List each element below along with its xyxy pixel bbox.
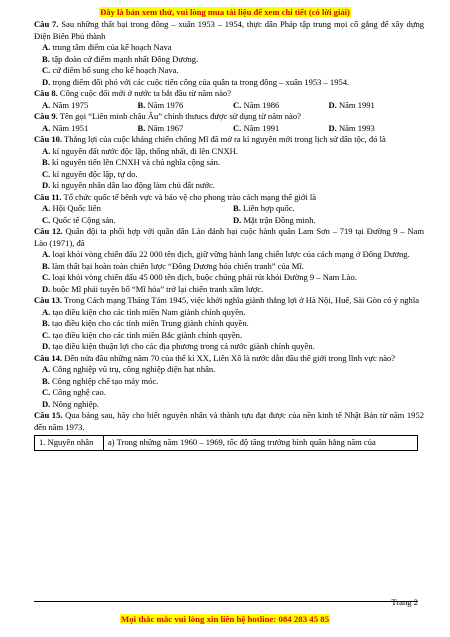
question-15	[34, 410, 424, 433]
option-text: kỉ nguyên đất nước độc lập, thống nhất, đi lên CNXH.	[52, 145, 238, 156]
option-text: Nông nghiệp.	[52, 398, 99, 409]
option-key: D.	[328, 99, 337, 110]
option-key: A.	[42, 145, 51, 156]
table-row	[35, 436, 418, 451]
option-key: C.	[42, 329, 51, 340]
option-text: trung tâm điểm của kế hoạch Nava	[52, 42, 172, 52]
option-text: buộc Mĩ phải tuyên bố “Mĩ hóa” trở lại chiến tranh xâm lược.	[52, 283, 264, 294]
option-text: loại khỏi vòng chiến đấu 22 000 tên địch, giữ vững hành lang chiến lược của cách mạng ở Đông Dương.	[52, 249, 410, 259]
option-text: loại khỏi vòng chiến đấu 45 000 tên địch, buộc chúng phải rút khỏi Đường 9 – Nam Lào.	[52, 272, 357, 282]
option-row	[42, 203, 424, 215]
question-text: Công cuộc đổi mới ở nước ta bắt đầu từ năm nào?	[59, 88, 232, 98]
option-text: tạo điều kiện cho các tỉnh miền Bắc giành chính quyền.	[52, 329, 243, 340]
option-text: cứ điểm bổ sung cho kế hoạch Nava.	[52, 65, 179, 75]
option-key: D.	[328, 122, 337, 133]
table-cell-cause: 1. Nguyên nhân	[35, 436, 104, 451]
option	[42, 272, 424, 284]
question-text: Đến nửa đầu những năm 70 của thế kỉ XX, Liên Xô là nước dẫn đầu thế giới trong lĩnh vực nào?	[64, 352, 396, 363]
option-key: D.	[233, 214, 242, 225]
option-text: Hội Quốc liên	[52, 203, 101, 213]
option	[233, 123, 329, 135]
option	[42, 307, 424, 319]
option	[42, 364, 424, 376]
question-14	[34, 353, 424, 365]
option-key: A.	[42, 203, 51, 213]
option-key: D.	[42, 341, 51, 351]
option-key: A.	[42, 99, 51, 110]
question-12	[34, 226, 424, 249]
option-key: C.	[233, 122, 242, 133]
option-text: trọng điểm đối phó với các cuộc tiến công của quân ta trong đông – xuân 1953 – 1954.	[52, 76, 350, 87]
option-key: B.	[42, 260, 50, 271]
question-number: Câu 9.	[34, 111, 58, 121]
option	[42, 318, 424, 330]
option-text: kỉ nguyên nhân dân lao động làm chủ đất nước.	[52, 180, 215, 190]
question-9	[34, 111, 424, 123]
option-key: A.	[42, 42, 51, 52]
question-11	[34, 192, 424, 204]
question-text: Tổ chức quốc tế bênh vực và bảo vệ cho phong trào cách mạng thế giới là	[63, 191, 317, 202]
option	[329, 123, 425, 135]
option-key: D.	[42, 180, 51, 190]
option-key: B.	[137, 99, 146, 110]
option	[42, 157, 424, 169]
option-text: tạo điều kiện thuận lợi cho các địa phương trong cả nước giành chính quyền.	[52, 341, 315, 351]
option-key: B.	[42, 375, 50, 386]
question-13	[34, 295, 424, 307]
option	[42, 146, 424, 158]
option-text: Năm 1986	[243, 99, 280, 110]
question-number: Câu 14.	[34, 352, 63, 363]
option-text: Mặt trận Đồng minh.	[243, 214, 316, 225]
question-number: Câu 10.	[34, 134, 63, 144]
option-text: Công nghệ cao.	[52, 387, 106, 397]
option-text: Năm 1991	[338, 99, 375, 110]
option-key: A.	[42, 249, 51, 259]
option	[42, 123, 138, 135]
question-8	[34, 88, 424, 100]
option-key: B.	[233, 203, 241, 213]
option	[42, 341, 424, 353]
question-7	[34, 19, 424, 42]
option-text: tập đoàn cứ điểm mạnh nhất Đông Dương.	[51, 53, 199, 64]
option	[42, 180, 424, 192]
option	[42, 330, 424, 342]
option	[233, 215, 424, 227]
option	[42, 399, 424, 411]
option-key: C.	[42, 168, 51, 179]
question-text: Trong Cách mạng Tháng Tám 1945, việc khởi nghĩa giành thắng lợi ở Hà Nội, Huế, Sài Gòn có ý nghĩa	[64, 295, 420, 305]
question-list	[34, 19, 424, 451]
option-row	[42, 215, 424, 227]
footer-divider	[34, 601, 418, 602]
question-number: Câu 11.	[34, 191, 62, 202]
option-text: Năm 1975	[52, 99, 89, 110]
option-key: D.	[42, 398, 51, 409]
hotline-footer-text: Mọi thắc mắc vui lòng xin liên hệ hotline: 084 283 45 85	[120, 614, 330, 624]
question-text: Tên gọi “Liên minh châu Âu” chính thưucs được sử dụng từ năm nào?	[59, 111, 301, 121]
preview-banner	[0, 7, 450, 17]
option-key: B.	[137, 122, 146, 133]
option-text: Năm 1951	[52, 122, 89, 133]
option-key: B.	[42, 318, 50, 328]
option-key: B.	[42, 157, 50, 167]
option	[42, 42, 424, 54]
question-number: Câu 7.	[34, 19, 59, 29]
question-number: Câu 8.	[34, 88, 58, 98]
option	[42, 54, 424, 66]
option-text: Công nghiệp chế tạo máy móc.	[51, 375, 159, 386]
option-key: A.	[42, 122, 51, 133]
option-text: Năm 1976	[147, 99, 184, 110]
page-number: Trang 2	[391, 597, 418, 607]
preview-banner-text: Đây là bản xem thử, vui lòng mua tài liệu để xem chi tiết (có lời giải)	[100, 7, 350, 17]
option-text: tạo điều kiện cho các tỉnh miền Trung giành chính quyền.	[51, 318, 249, 328]
option-key: C.	[42, 65, 51, 75]
question-text: Sau những thất bại trong đông – xuân 1953 – 1954, thực dân Pháp tập trung mọi cố gắng để xây dựng Điện Biên Phủ thành	[34, 19, 425, 41]
option-text: Năm 1993	[338, 122, 375, 133]
option	[42, 261, 424, 273]
option-text: kỉ nguyên tiến lên CNXH và chủ nghĩa cộng sản.	[51, 157, 221, 167]
option-text: Công nghiệp vũ trụ, công nghiệp điện hạt nhân.	[52, 364, 216, 374]
option-row	[42, 100, 424, 112]
comparison-table	[34, 435, 418, 451]
option	[42, 77, 424, 89]
option	[138, 100, 234, 112]
option	[42, 215, 233, 227]
option-text: tạo điều kiện cho các tỉnh miền Nam giành chính quyền.	[52, 306, 246, 317]
option	[42, 100, 138, 112]
option-key: C.	[42, 272, 51, 282]
option	[42, 65, 424, 77]
option	[233, 100, 329, 112]
option-key: C.	[233, 99, 242, 110]
option	[42, 203, 233, 215]
option	[42, 249, 424, 261]
option-key: C.	[42, 387, 51, 397]
option-key: A.	[42, 364, 51, 374]
option	[42, 169, 424, 181]
option-text: làm thất bại hoàn toàn chiến lược “Đông Dương hóa chiến tranh” của Mĩ.	[51, 260, 304, 271]
table-cell-achievement: a) Trong những năm 1960 – 1969, tốc độ tăng trưởng bình quân hằng năm của	[104, 436, 418, 451]
question-number: Câu 12.	[34, 226, 63, 236]
question-number: Câu 15.	[34, 410, 63, 420]
option-text: Năm 1991	[243, 122, 280, 133]
option-row	[42, 123, 424, 135]
question-10	[34, 134, 424, 146]
option	[42, 284, 424, 296]
option	[42, 376, 424, 388]
question-text: Thắng lợi của cuộc kháng chiến chống Mĩ đã mở ra kỉ nguyên mới trong lịch sử dân tộc, đó là	[64, 134, 386, 144]
option-key: D.	[42, 76, 51, 87]
option-text: Liên hợp quốc.	[242, 203, 295, 213]
option-text: Quốc tế Cộng sản.	[52, 214, 116, 225]
option	[138, 123, 234, 135]
question-text: Qua bảng sau, hãy cho biết nguyên nhân và thành tựu đạt được của nền kinh tế Nhật Bản từ năm 1952 đến năm 1973.	[34, 410, 424, 432]
option-text: Năm 1967	[147, 122, 184, 133]
question-number: Câu 13.	[34, 295, 63, 305]
question-text: Quân đội ta phối hợp với quân dân Lào đánh bại cuộc hành quân Lam Sơn – 719 tại Đường 9 – Nam Lào (1971), đã	[34, 226, 424, 248]
option-key: A.	[42, 306, 51, 317]
option	[233, 203, 424, 215]
option	[42, 387, 424, 399]
option-text: kỉ nguyên độc lập, tự do.	[52, 168, 138, 179]
option-key: D.	[42, 283, 51, 294]
hotline-footer	[0, 614, 450, 624]
option-key: C.	[42, 214, 51, 225]
option	[329, 100, 425, 112]
option-key: B.	[42, 53, 50, 64]
